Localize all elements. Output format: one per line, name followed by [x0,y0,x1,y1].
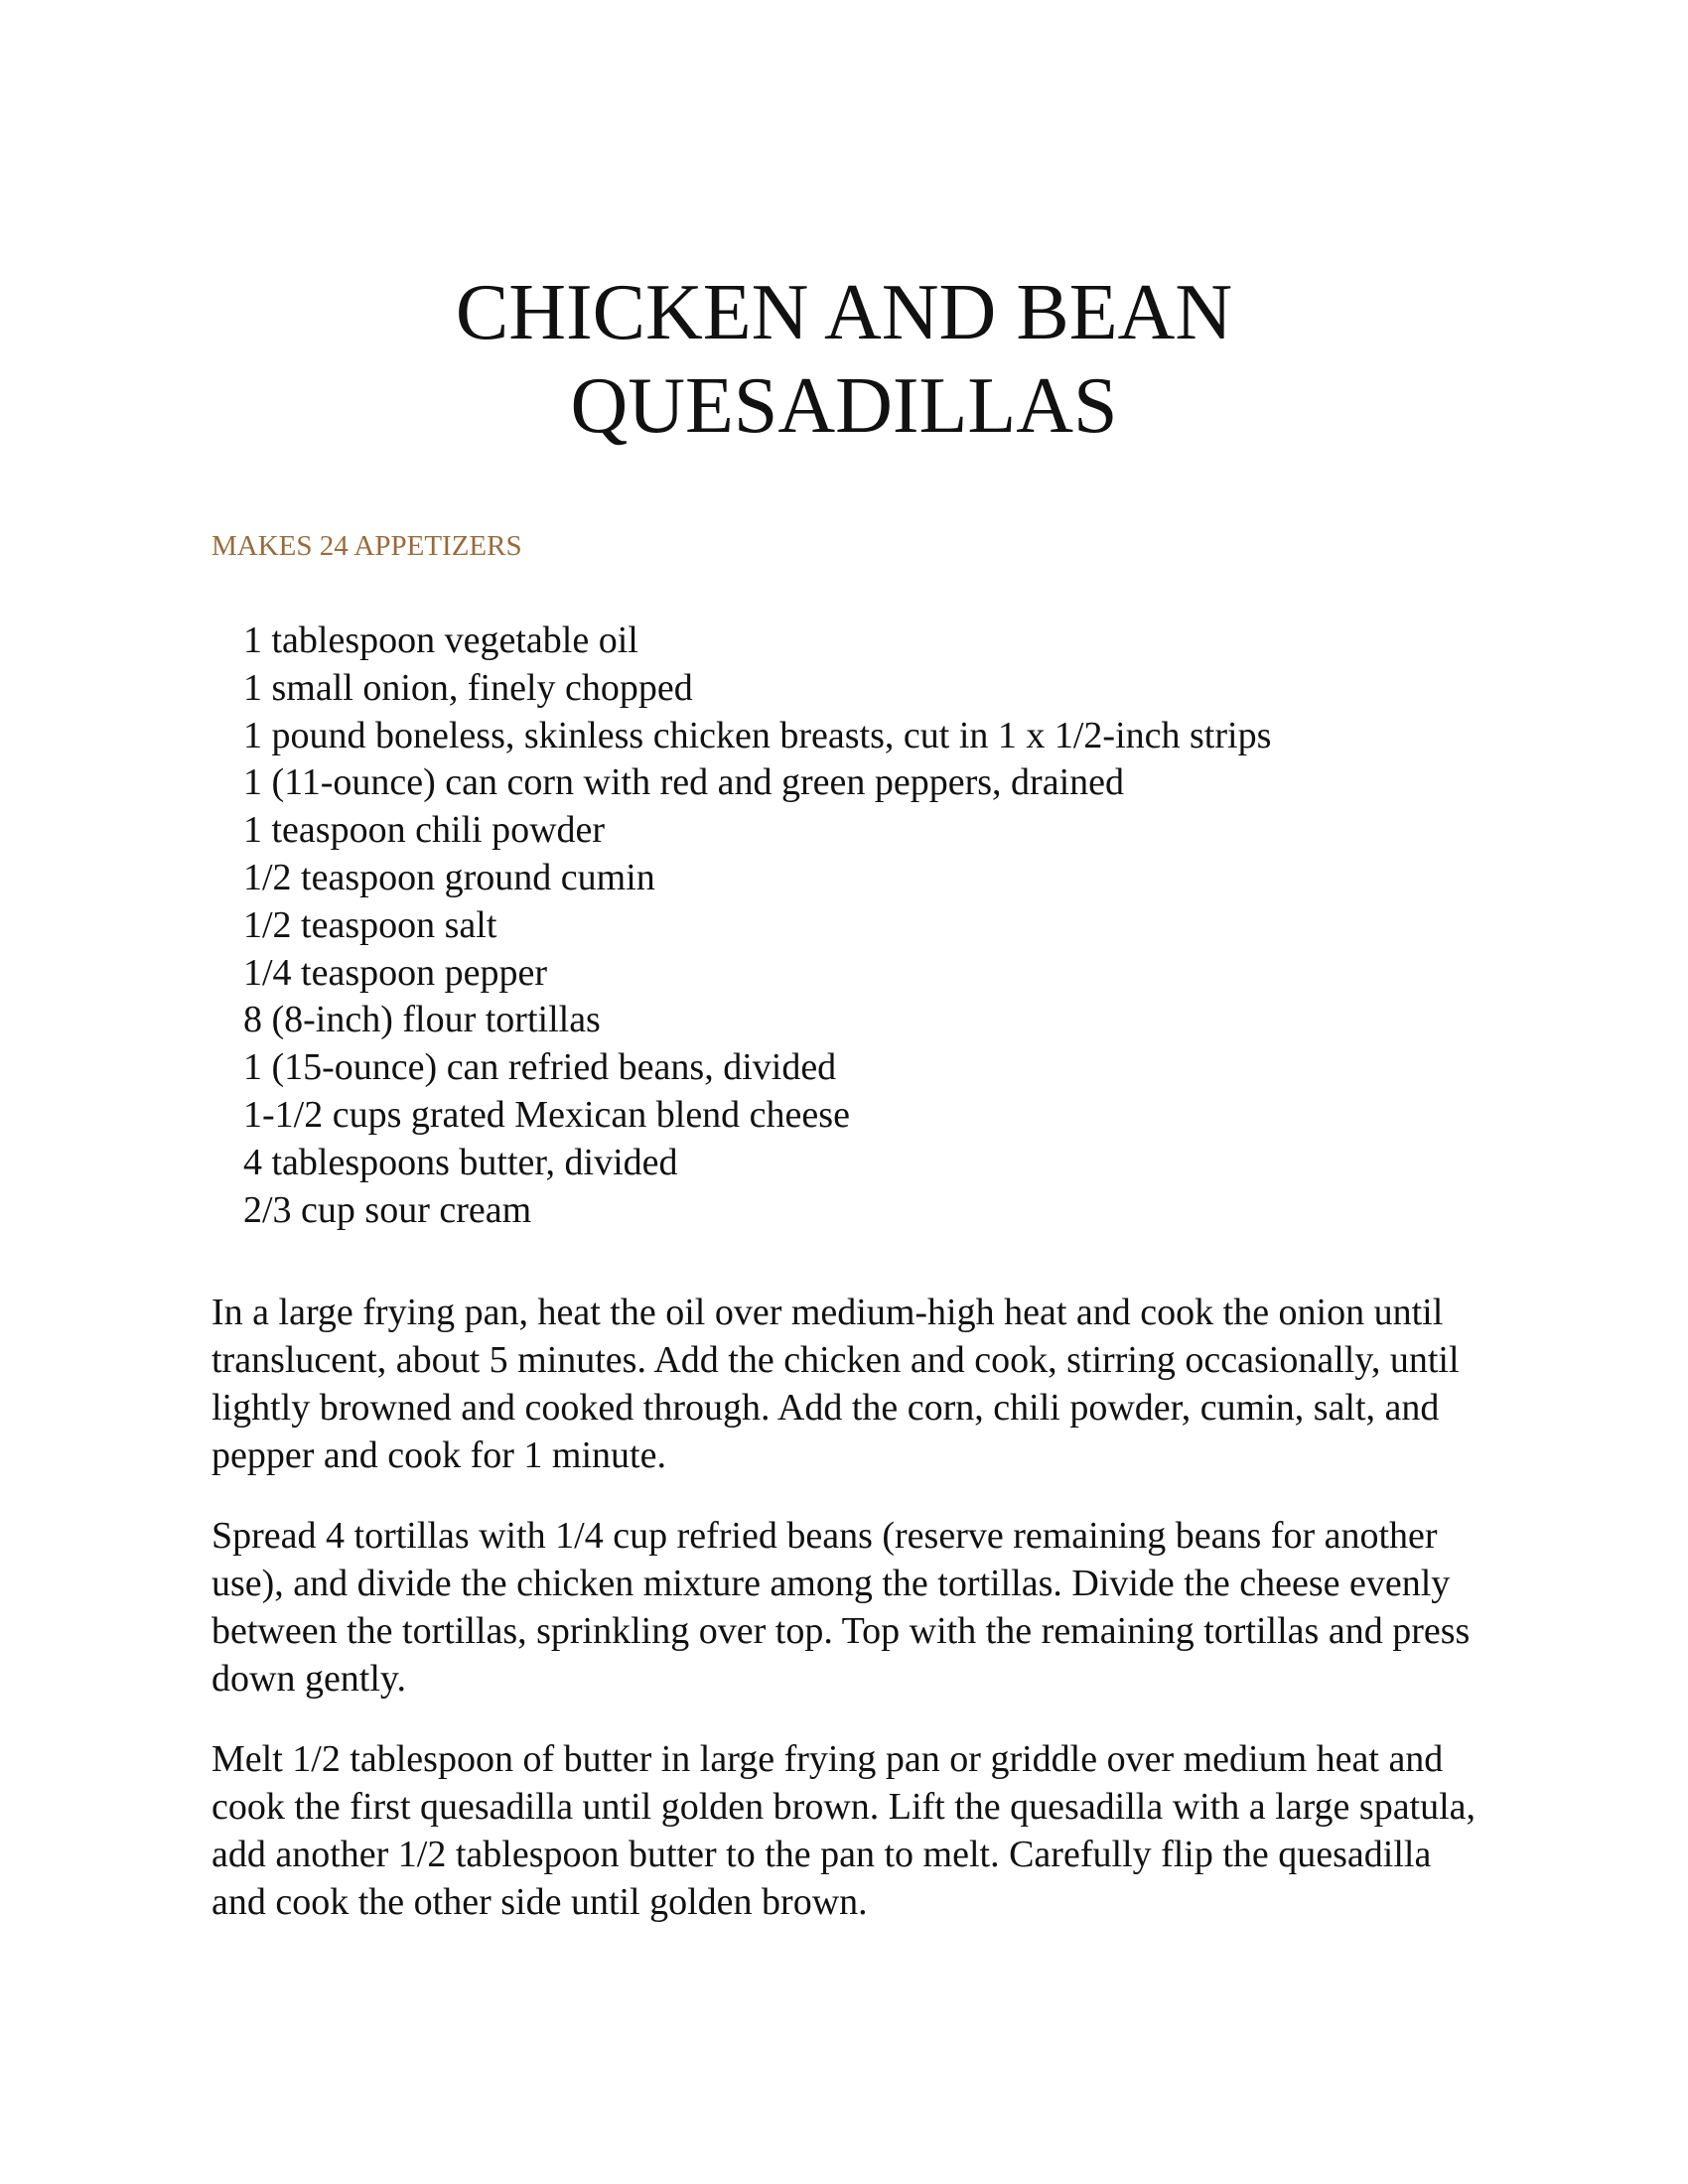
ingredient-item: 1/4 teaspoon pepper [243,951,548,994]
direction-step: In a large frying pan, heat the oil over medium-high heat and cook the onion until translucent, about 5 minutes. Add the chicken and cook, stirring occasionally, until lightly browned and cooked through. Add the corn, chili powder, cumin, salt, and pepper and cook for 1 minute. [211,1292,1460,1476]
ingredient-item: 1 small onion, finely chopped [243,666,693,709]
direction-step: Spread 4 tortillas with 1/4 cup refried beans (reserve remaining beans for another use), and divide the chicken mixture among the tortillas. Divide the cheese evenly between the tortillas, sprinkling over top. Top with the remaining tortillas and press down gently. [211,1515,1471,1700]
recipe-yield: MAKES 24 APPETIZERS [211,530,522,562]
recipe-title-line-1: CHICKEN AND BEAN [455,269,1233,356]
direction-step: Melt 1/2 tablespoon of butter in large frying pan or griddle over medium heat and cook the first quesadilla until golden brown. Lift the quesadilla with a large spatula, add another 1/2 tablespoon butter to the pan to melt. Carefully flip the quesadilla and cook the other side until golden brown. [211,1738,1477,1923]
recipe-title-line-2: QUESADILLAS [570,362,1118,450]
recipe-title [0,266,1688,453]
ingredient-item: 1 teaspoon chili powder [243,809,606,852]
ingredient-item: 1/2 teaspoon ground cumin [243,856,655,898]
ingredient-item: 8 (8-inch) flour tortillas [243,999,601,1041]
ingredient-item: 4 tablespoons butter, divided [243,1141,678,1183]
ingredient-item: 1-1/2 cups grated Mexican blend cheese [243,1093,850,1136]
ingredient-item: 1 (11-ounce) can corn with red and green peppers, drained [243,761,1124,804]
ingredient-item: 2/3 cup sour cream [243,1188,532,1231]
ingredient-item: 1 pound boneless, skinless chicken breasts, cut in 1 x 1/2-inch strips [243,714,1272,756]
ingredient-item: 1 tablespoon vegetable oil [243,619,638,661]
ingredient-item: 1 (15-ounce) can refried beans, divided [243,1046,837,1089]
ingredient-item: 1/2 teaspoon salt [243,903,497,946]
directions [211,1289,1482,1959]
ingredients-list [243,617,1271,1234]
